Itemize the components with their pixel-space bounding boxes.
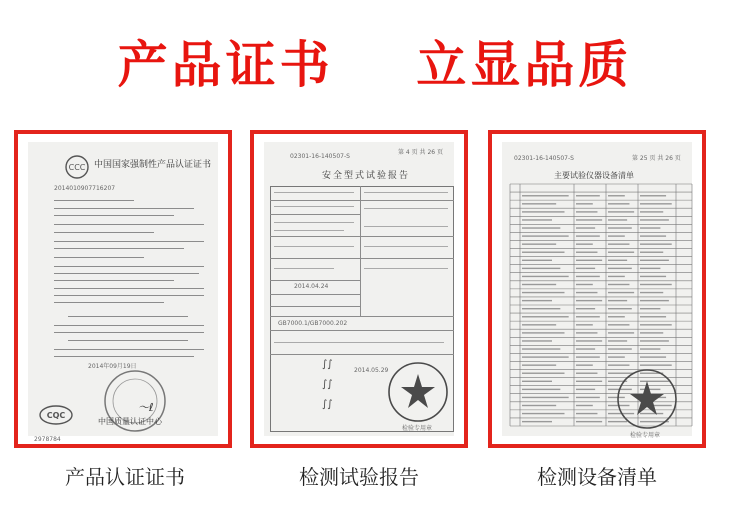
headline-left: 产品证书	[117, 36, 334, 94]
certificate-number: 2014010907716207	[54, 185, 116, 192]
test-report-document	[264, 142, 454, 436]
signature-approve: ∫∫	[322, 359, 333, 370]
list-page: 第 25 页 共 26 页	[632, 155, 681, 162]
list-seal-text: 检验专用章	[630, 432, 661, 439]
list-title: 主要试验仪器设备清单	[554, 171, 634, 180]
equipment-list-card[interactable]	[488, 130, 706, 448]
report-standard: GB7000.1/GB7000.202	[278, 320, 348, 327]
report-date-b: 2014.05.29	[354, 367, 389, 374]
report-number: 02301-16-140507-S	[290, 153, 350, 160]
report-page: 第 4 页 共 26 页	[398, 149, 443, 156]
certificate-document	[28, 142, 218, 443]
svg-text:CQC: CQC	[46, 411, 66, 420]
report-caption: 检测试验报告	[299, 465, 419, 489]
certificate-title: 中国国家强制性产品认证证书	[94, 160, 212, 170]
signature: 〜ℓ	[138, 401, 154, 414]
ccc-logo-icon	[64, 154, 90, 180]
signature-check: ∫∫	[322, 379, 333, 390]
svg-text:CCC: CCC	[68, 163, 86, 172]
test-report-card[interactable]	[250, 130, 468, 448]
list-seal-icon	[614, 366, 680, 432]
certificate-card[interactable]	[14, 130, 232, 448]
report-seal-text: 检验专用章	[402, 425, 433, 432]
certificate-serial: 2978784	[34, 436, 61, 443]
equipment-list-document	[502, 142, 692, 439]
signature-test: ∫∫	[322, 399, 333, 410]
list-number: 02301-16-140507-S	[514, 155, 574, 162]
report-seal-icon	[386, 360, 450, 424]
report-date-a: 2014.04.24	[294, 283, 329, 290]
page-headline	[0, 25, 750, 97]
equipment-caption: 检测设备清单	[537, 465, 657, 489]
cqc-logo-icon	[38, 404, 74, 426]
certificate-org: 中国质量认证中心	[98, 417, 162, 426]
report-title: 安全型式试验报告	[322, 171, 411, 181]
certificate-caption: 产品认证证书	[65, 465, 185, 489]
certificate-date: 2014年09月19日	[88, 363, 137, 370]
headline-right: 立显品质	[416, 36, 633, 94]
